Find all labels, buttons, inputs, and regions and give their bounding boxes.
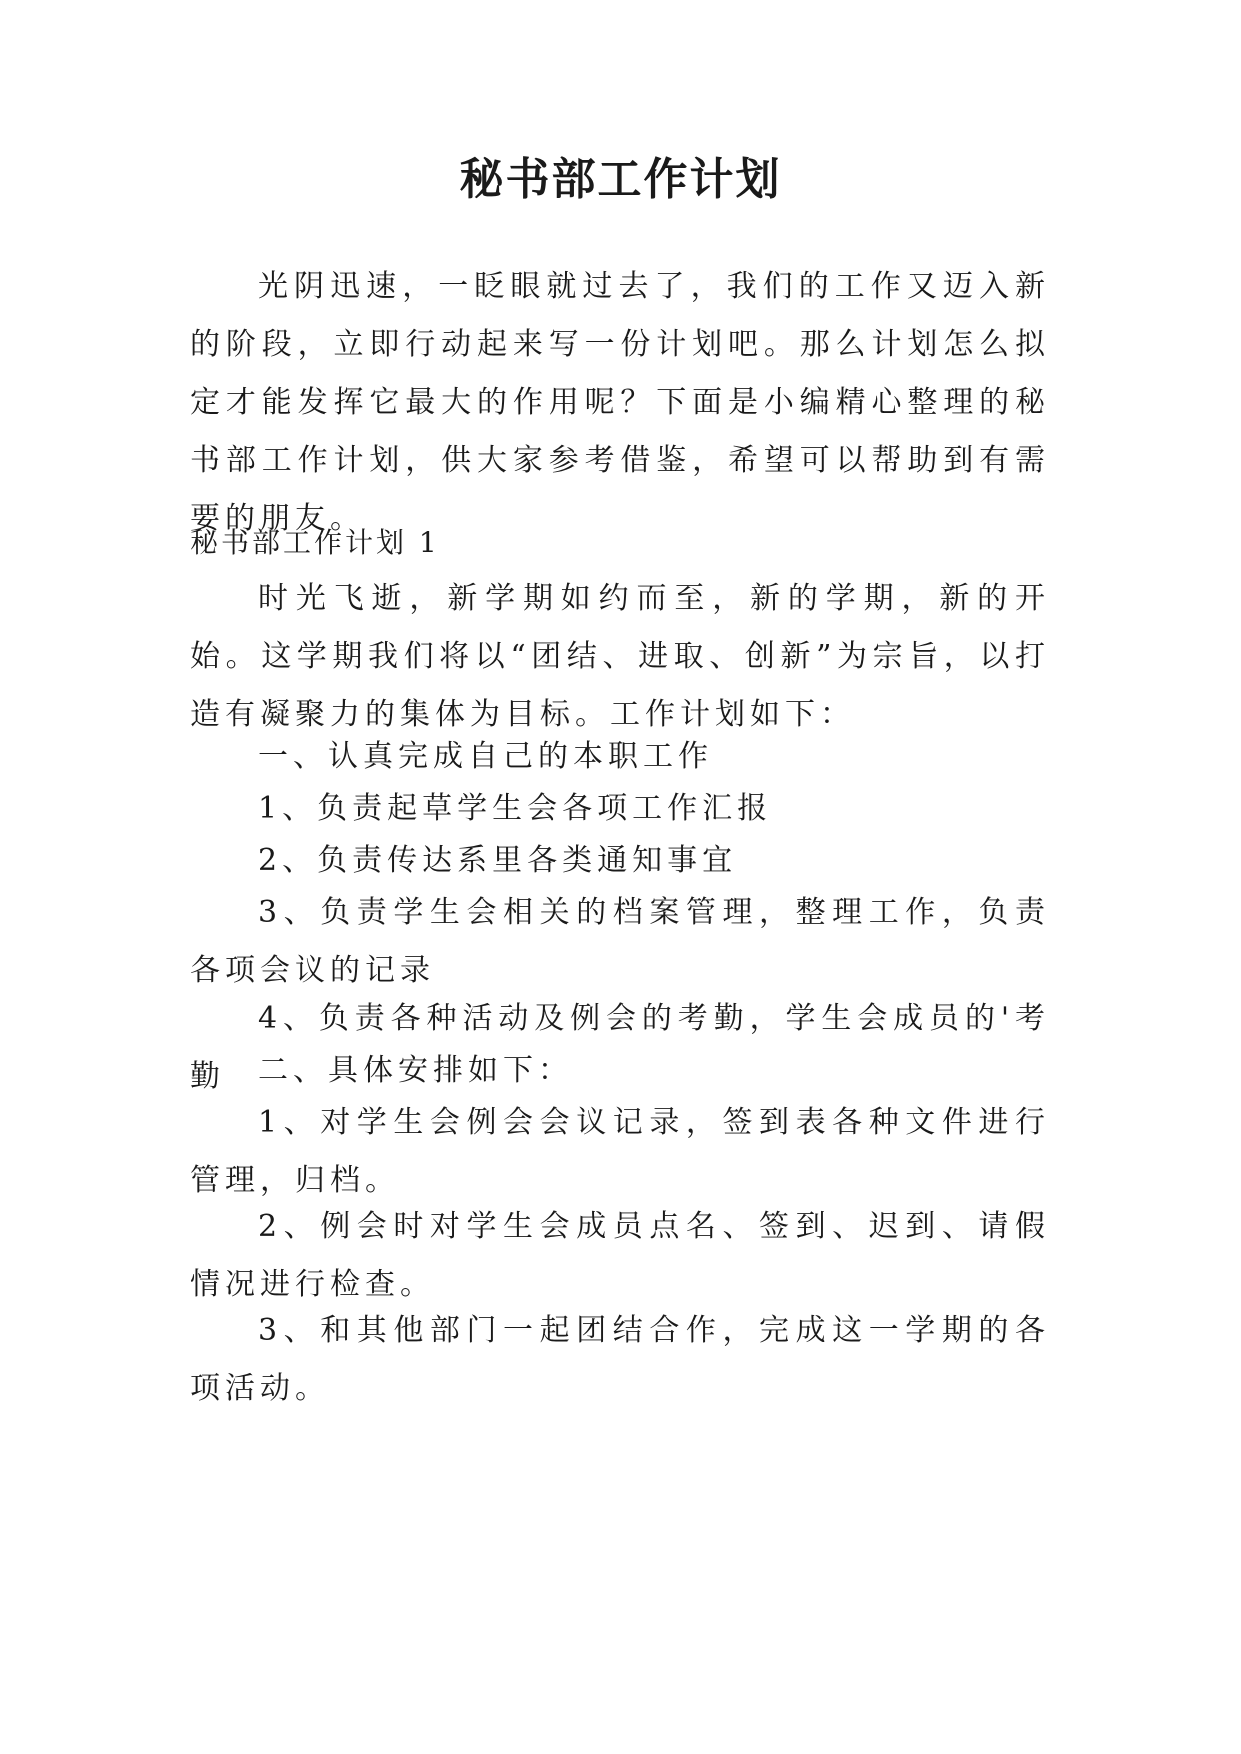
body-paragraph: 一、认真完成自己的本职工作 — [258, 739, 713, 774]
body-paragraph: 3、负责学生会相关的档案管理，整理工作，负责各项会议的记录 — [190, 895, 1050, 988]
body-paragraph: 二、具体安排如下： — [258, 1053, 573, 1088]
body-paragraph: 1、对学生会例会会议记录，签到表各种文件进行管理，归档。 — [190, 1105, 1050, 1198]
body-paragraph: 4、负责各种活动及例会的考勤，学生会成员的'考勤 — [190, 1001, 1050, 1094]
section-heading: 秘书部工作计划 1 — [190, 526, 440, 559]
intro-paragraph: 光阴迅速，一眨眼就过去了，我们的工作又迈入新的阶段，立即行动起来写一份计划吧。那么计划怎么拟定才能发挥它最大的作用呢？下面是小编精心整理的秘书部工作计划，供大家参考借鉴，希望可以帮助到有需要的朋友。 — [190, 269, 1050, 536]
body-paragraph: 时光飞逝，新学期如约而至，新的学期，新的开始。这学期我们将以“团结、进取、创新”为宗旨，以打造有凝聚力的集体为目标。工作计划如下： — [190, 581, 1050, 732]
body-paragraph: 2、例会时对学生会成员点名、签到、迟到、请假情况进行检查。 — [190, 1209, 1050, 1302]
document-title: 秘书部工作计划 — [459, 154, 782, 205]
body-paragraph: 3、和其他部门一起团结合作，完成这一学期的各项活动。 — [190, 1313, 1050, 1406]
body-paragraph: 1、负责起草学生会各项工作汇报 — [258, 791, 773, 826]
body-paragraph: 2、负责传达系里各类通知事宜 — [258, 843, 738, 878]
